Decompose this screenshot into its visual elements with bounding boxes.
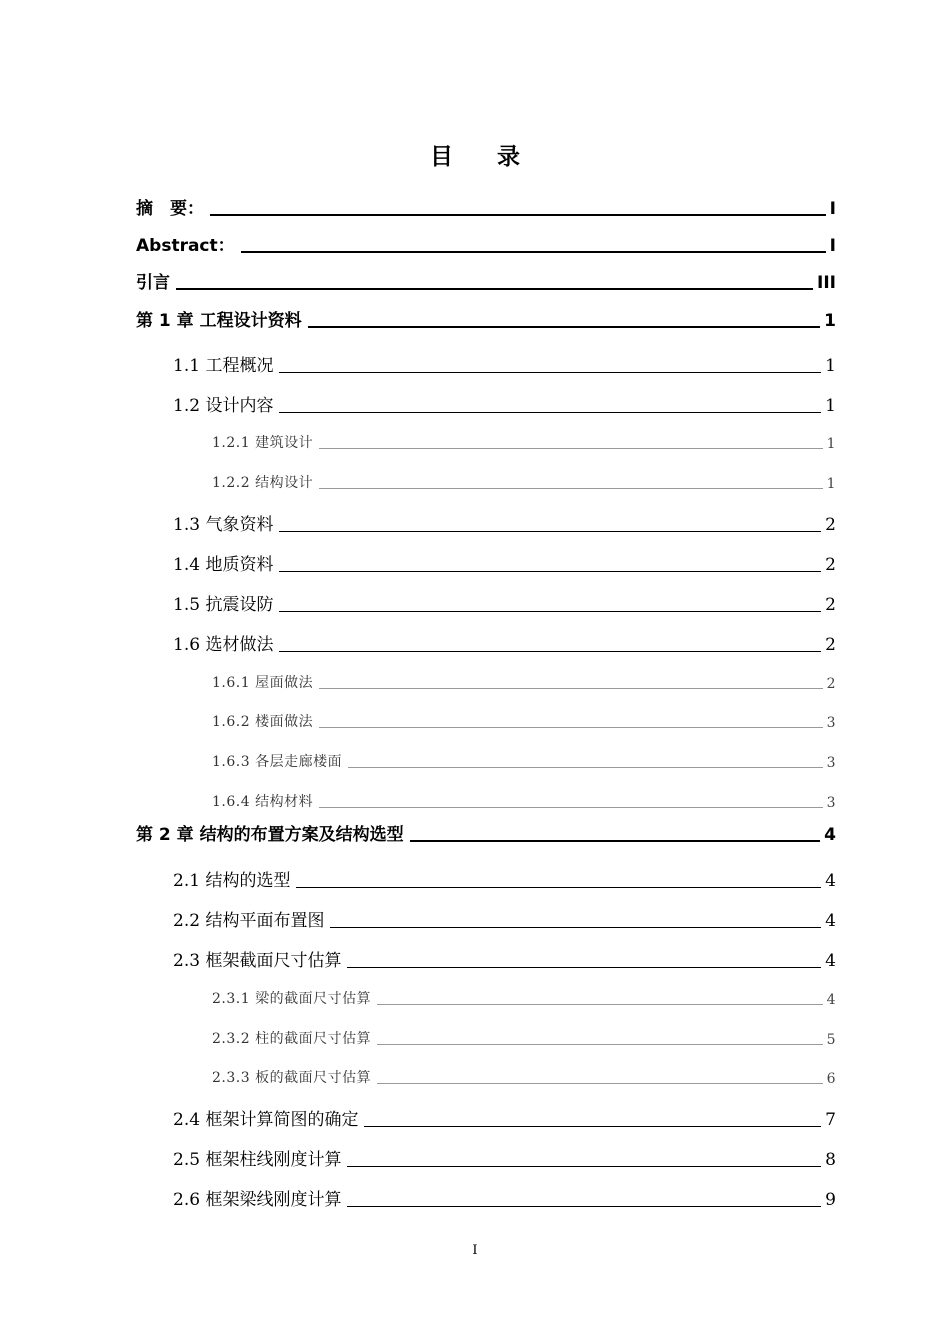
toc-leader-line <box>348 767 823 768</box>
toc-entry-section[interactable] <box>173 509 836 535</box>
toc-entry-subsection[interactable] <box>212 430 836 452</box>
toc-leader-line <box>319 488 823 489</box>
toc-entry-section[interactable] <box>173 905 836 931</box>
toc-page-number: 2 <box>825 555 836 575</box>
toc-entry-label: 2.2 结构平面布置图 <box>173 911 325 931</box>
toc-page-number: 4 <box>825 871 836 891</box>
toc-page-number: 2 <box>825 635 836 655</box>
toc-entry-section[interactable] <box>173 1104 836 1130</box>
toc-leader-line <box>377 1044 823 1045</box>
toc-entry-label: 2.3 框架截面尺寸估算 <box>173 951 342 971</box>
toc-page-number: 2 <box>825 595 836 615</box>
toc-page-number: 6 <box>826 1071 836 1087</box>
toc-leader-line <box>347 967 821 968</box>
toc-page-number: 1 <box>825 356 836 376</box>
toc-entry-label: 1.1 工程概况 <box>173 356 274 376</box>
toc-page-number: 2 <box>825 515 836 535</box>
toc-leader-line <box>296 887 821 888</box>
toc-leader-line <box>279 611 821 612</box>
toc-leader-line <box>210 214 826 216</box>
toc-page-number: 3 <box>826 795 836 811</box>
toc-entry-label: 1.2 设计内容 <box>173 396 274 416</box>
toc-entry-section[interactable] <box>173 1184 836 1210</box>
toc-entry-label: 1.2.1 建筑设计 <box>212 435 314 451</box>
toc-leader-line <box>410 840 821 842</box>
toc-entry-subsection[interactable] <box>212 1026 836 1048</box>
toc-page-number: 1 <box>825 396 836 416</box>
toc-entry-abstract-en[interactable] <box>136 230 836 256</box>
toc-page-number: 4 <box>824 825 836 845</box>
toc-entry-label: 1.6.1 屋面做法 <box>212 675 314 691</box>
toc-entry-subsection[interactable] <box>212 470 836 492</box>
toc-leader-line <box>377 1083 823 1084</box>
toc-leader-line <box>347 1166 821 1167</box>
toc-page-number: III <box>817 273 836 293</box>
toc-page-number: 4 <box>825 911 836 931</box>
toc-entry-label: 2.3.1 梁的截面尺寸估算 <box>212 991 372 1007</box>
toc-leader-line <box>347 1206 821 1207</box>
toc-leader-line <box>319 727 823 728</box>
toc-page-number: 5 <box>826 1032 836 1048</box>
toc-page-number: 4 <box>826 992 836 1008</box>
toc-page-number: 1 <box>824 311 836 331</box>
toc-entry-label: 1.6.4 结构材料 <box>212 794 314 810</box>
toc-leader-line <box>319 448 823 449</box>
toc-entry-label: 2.6 框架梁线刚度计算 <box>173 1190 342 1210</box>
toc-entry-section[interactable] <box>173 945 836 971</box>
toc-leader-line <box>364 1126 821 1127</box>
toc-entry-abstract-cn[interactable] <box>136 193 836 219</box>
toc-page-number: 9 <box>825 1190 836 1210</box>
toc-entry-label: 1.6 选材做法 <box>173 635 274 655</box>
toc-page-number: 1 <box>826 476 836 492</box>
toc-entry-section[interactable] <box>173 865 836 891</box>
toc-page-number: 8 <box>825 1150 836 1170</box>
toc-entry-subsection[interactable] <box>212 749 836 771</box>
toc-entry-label: 1.4 地质资料 <box>173 555 274 575</box>
toc-entry-chapter-2[interactable] <box>136 819 836 845</box>
toc-entry-chapter-1[interactable] <box>136 305 836 331</box>
toc-leader-line <box>308 326 821 328</box>
toc-page-number: 7 <box>825 1110 836 1130</box>
toc-page-number: 3 <box>826 715 836 731</box>
toc-leader-line <box>241 251 826 253</box>
toc-leader-line <box>279 412 821 413</box>
toc-entry-section[interactable] <box>173 1144 836 1170</box>
toc-entry-label: 1.6.3 各层走廊楼面 <box>212 754 343 770</box>
toc-entry-introduction[interactable] <box>136 267 836 293</box>
toc-entry-subsection[interactable] <box>212 789 836 811</box>
toc-entry-label: 第 1 章 工程设计资料 <box>136 311 302 331</box>
toc-entry-section[interactable] <box>173 629 836 655</box>
toc-leader-line <box>330 927 821 928</box>
toc-entry-section[interactable] <box>173 390 836 416</box>
toc-page-number: 3 <box>826 755 836 771</box>
toc-entry-section[interactable] <box>173 549 836 575</box>
toc-entry-label: 1.5 抗震设防 <box>173 595 274 615</box>
toc-entry-label: 1.2.2 结构设计 <box>212 475 314 491</box>
toc-entry-subsection[interactable] <box>212 670 836 692</box>
toc-entry-subsection[interactable] <box>212 709 836 731</box>
toc-entry-subsection[interactable] <box>212 986 836 1008</box>
toc-leader-line <box>279 531 821 532</box>
toc-entry-label: 摘 要： <box>136 199 204 219</box>
toc-entry-label: 引言 <box>136 273 170 293</box>
toc-leader-line <box>279 372 821 373</box>
toc-leader-line <box>279 571 821 572</box>
toc-entry-subsection[interactable] <box>212 1065 836 1087</box>
toc-entry-section[interactable] <box>173 350 836 376</box>
toc-leader-line <box>319 688 823 689</box>
toc-entry-label: Abstract： <box>136 236 235 256</box>
toc-leader-line <box>176 288 813 290</box>
toc-leader-line <box>279 651 821 652</box>
toc-leader-line <box>319 807 823 808</box>
toc-title: 目 录 <box>429 144 538 170</box>
toc-page-number: I <box>829 236 836 256</box>
toc-entry-label: 2.3.2 柱的截面尺寸估算 <box>212 1031 372 1047</box>
toc-page-number: 1 <box>826 436 836 452</box>
toc-entry-label: 第 2 章 结构的布置方案及结构选型 <box>136 825 404 845</box>
toc-entry-label: 2.1 结构的选型 <box>173 871 291 891</box>
toc-entry-label: 1.6.2 楼面做法 <box>212 714 314 730</box>
toc-entry-label: 2.4 框架计算简图的确定 <box>173 1110 359 1130</box>
toc-entry-section[interactable] <box>173 589 836 615</box>
toc-entry-label: 2.5 框架柱线刚度计算 <box>173 1150 342 1170</box>
toc-entry-label: 2.3.3 板的截面尺寸估算 <box>212 1070 372 1086</box>
toc-page-number: I <box>829 199 836 219</box>
page-footer-number: I <box>472 1243 478 1258</box>
toc-page-number: 2 <box>826 676 836 692</box>
toc-leader-line <box>377 1004 823 1005</box>
toc-entry-label: 1.3 气象资料 <box>173 515 274 535</box>
toc-page-number: 4 <box>825 951 836 971</box>
